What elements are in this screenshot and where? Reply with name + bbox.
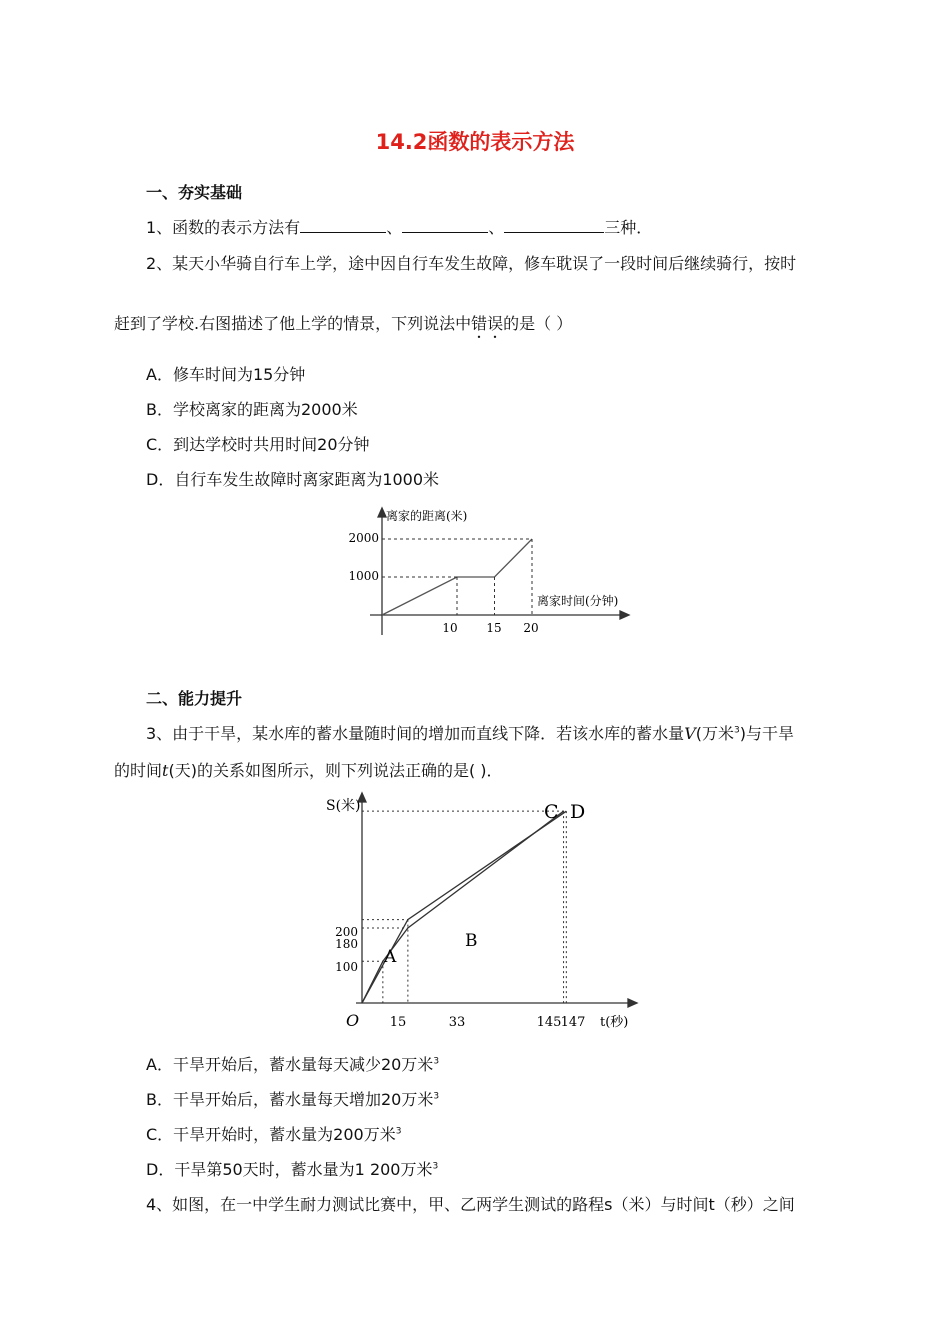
q3-option-d: D．干旱第50天时，蓄水量为1 200万米$^3$ <box>146 1160 439 1179</box>
c2-xtick-147: 147 <box>560 1015 586 1030</box>
c1-xtick-15: 15 <box>486 621 502 635</box>
q1-prefix: 1、函数的表示方法有 <box>146 218 301 237</box>
c2-series-OD <box>362 811 566 1003</box>
c2-point-d: D <box>570 801 586 823</box>
q1-sep-1: 、 <box>386 218 403 237</box>
question-3-line-1 <box>146 721 794 744</box>
c2-ylabel: S(米) <box>326 798 361 814</box>
c2-ytick-180: 180 <box>335 937 358 951</box>
q3-text-c: )与干旱 <box>739 724 794 743</box>
question-1 <box>146 215 652 238</box>
q2-text-b: 的是（ ） <box>503 314 573 333</box>
q2-option-b: B．学校离家的距离为2000米 <box>146 400 358 419</box>
c2-point-c: C <box>544 801 559 823</box>
question-2-line-1: 2、某天小华骑自行车上学，途中因自行车发生故障，修车耽误了一段时间后继续骑行，按时 <box>146 254 797 273</box>
q3-sup: 3 <box>734 725 740 736</box>
c2-x-arrow <box>628 999 637 1007</box>
q3-text-b: (万米 <box>695 724 734 743</box>
c1-x-arrow <box>620 611 629 619</box>
q3-text-d: 的时间 <box>114 761 163 780</box>
c2-xtick-33: 33 <box>448 1015 466 1030</box>
q1-blank-2[interactable] <box>402 218 488 233</box>
c1-ytick-2000: 2000 <box>348 531 379 545</box>
c1-xtick-10: 10 <box>442 621 458 635</box>
c2-ytick-200: 200 <box>335 925 358 939</box>
q1-suffix: 三种． <box>604 218 653 237</box>
path-time-chart <box>320 788 650 1038</box>
q3-text-e: (天)的关系如图所示，则下列说法正确的是( )． <box>168 761 503 780</box>
q3-var-t: t <box>162 761 169 780</box>
q2-option-d: D．自行车发生故障时离家距离为1000米 <box>146 470 440 489</box>
q3-text-a: 3、由于干旱，某水库的蓄水量随时间的增加而直线下降．若该水库的蓄水量 <box>146 724 685 743</box>
q2-option-a: A．修车时间为15分钟 <box>146 365 306 384</box>
q1-blank-1[interactable] <box>300 218 386 233</box>
q3-var-v: V <box>684 724 696 743</box>
c1-ylabel: 离家的距离(米) <box>386 509 468 523</box>
question-2-line-2 <box>114 311 572 342</box>
q2-emphasis: 错误 <box>471 314 504 333</box>
c2-xlabel: t(秒) <box>600 1015 629 1030</box>
q2-text-a: 赶到了学校.右图描述了他上学的情景，下列说法中 <box>114 314 472 333</box>
c1-xtick-20: 20 <box>523 621 539 635</box>
c1-xlabel: 离家时间(分钟) <box>537 594 619 608</box>
c2-ytick-100: 100 <box>335 960 358 974</box>
q3-option-c: C．干旱开始时，蓄水量为200万米$^3$ <box>146 1125 402 1144</box>
section-heading-basics: 一、夯实基础 <box>146 183 243 202</box>
q2-option-c: C．到达学校时共用时间20分钟 <box>146 435 370 454</box>
page-title: 14.2函数的表示方法 <box>375 130 575 154</box>
c1-y-arrow <box>378 508 386 517</box>
c1-ytick-1000: 1000 <box>348 569 379 583</box>
c2-series-OC <box>362 811 564 1003</box>
q1-blank-3[interactable] <box>504 218 604 233</box>
c2-xtick-145: 145 <box>536 1015 562 1030</box>
question-4-line-1: 4、如图，在一中学生耐力测试比赛中，甲、乙两学生测试的路程s（米）与时间t（秒）之间 <box>146 1195 795 1214</box>
q1-sep-2: 、 <box>488 218 505 237</box>
c2-origin: O <box>346 1011 360 1030</box>
c2-xtick-15: 15 <box>389 1015 407 1030</box>
distance-time-chart <box>340 505 640 640</box>
c2-point-b: B <box>465 931 478 951</box>
q3-option-a: A．干旱开始后，蓄水量每天减少20万米$^3$ <box>146 1055 440 1074</box>
q3-option-b: B．干旱开始后，蓄水量每天增加20万米$^3$ <box>146 1090 440 1109</box>
c2-point-a: A <box>384 947 397 967</box>
question-3-line-2 <box>114 758 503 781</box>
section-heading-advanced: 二、能力提升 <box>146 689 243 708</box>
